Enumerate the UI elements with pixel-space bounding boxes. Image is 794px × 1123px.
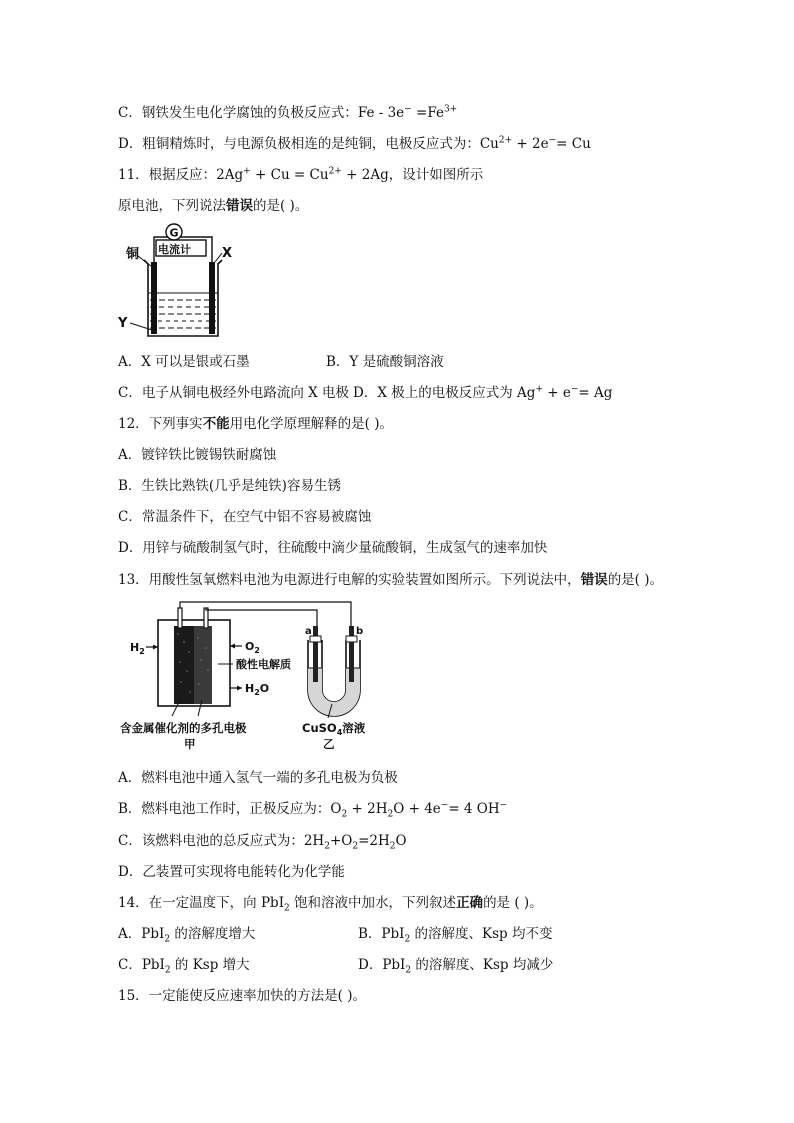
q10-option-d: D．粗铜精炼时，与电源负极相连的是纯铜，电极反应式为：$Cu^{2+} + 2e^-= Cu$: [118, 135, 591, 152]
q14-option-d: D．PbI$_2$ 的溶解度、Ksp 均减少: [358, 957, 554, 976]
q12-option-a: A．镀锌铁比镀锡铁耐腐蚀: [118, 447, 277, 463]
galvanometer-label: G: [169, 226, 179, 240]
q13-option-c: C．该燃料电池的总反应式为：$2H_2+O_2=2H_2O$: [118, 833, 407, 852]
q13-option-a: A．燃料电池中通入氢气一端的多孔电极为负极: [118, 770, 398, 786]
lead-left: [178, 608, 182, 628]
q11-option-a: A．X 可以是银或石墨: [118, 354, 250, 370]
q11-option-b: B．Y 是硫酸铜溶液: [326, 354, 444, 370]
q11-option-c: C．电子从铜电极经外电路流向 X 电极: [118, 385, 350, 401]
q12-option-d: D．用锌与硫酸制氢气时，往硫酸中滴少量硫酸铜，生成氢气的速率加快: [118, 540, 548, 556]
q11-galvanic-cell-figure: [116, 220, 236, 342]
cuso4-label: CuSO$_4$溶液: [302, 721, 366, 737]
electrode-label: 含金属催化剂的多孔电极: [120, 721, 247, 735]
q14-option-b: B．PbI$_2$ 的溶解度、Ksp 均不变: [358, 926, 553, 945]
q13-option-b: B．燃料电池工作时，正极反应为：$O_2 + 2H_2O + 4e^-= 4$ OH−: [118, 800, 508, 820]
q14-stem: 14．在一定温度下，向 PbI$_2$ 饱和溶液中加水，下列叙述正确的是 ( )。: [118, 895, 543, 914]
lead-right: [204, 608, 208, 628]
copper-pointer: [138, 256, 151, 266]
x-label: X: [222, 246, 233, 261]
jia-label: 甲: [184, 737, 196, 751]
q15-stem: 15．一定能使反应速率加快的方法是( )。: [118, 988, 367, 1004]
q12-option-b: B．生铁比熟铁(几乎是纯铁)容易生锈: [118, 478, 341, 494]
yi-label: 乙: [323, 737, 335, 751]
q11-option-d: D．X 极上的电极反应式为 Ag+ + e−= Ag: [353, 384, 613, 401]
q12-option-c: C．常温条件下，在空气中铝不容易被腐蚀: [118, 509, 372, 525]
y-label: Y: [118, 316, 128, 331]
h2o-arrowhead: [237, 686, 242, 691]
a-label: a: [305, 626, 312, 637]
b-label: b: [356, 626, 364, 637]
o2-label: $O_2$: [245, 640, 260, 655]
x-electrode: [209, 262, 215, 334]
u-tube-inner: [322, 640, 346, 702]
electrolyte-label: 酸性电解质: [236, 658, 291, 671]
solution-lines: [148, 293, 218, 328]
h2-label: $H_2$: [130, 641, 145, 656]
q14-option-c: C．PbI$_2$ 的 Ksp 增大: [118, 957, 250, 976]
q11-stem-line1: 11．根据反应：$2Ag^+ + Cu = Cu^{2+} + 2Ag$，设计如图所示: [118, 166, 484, 183]
q13-fuel-cell-figure: [118, 600, 378, 760]
porous-electrode-right: [194, 626, 212, 704]
copper-electrode: [151, 262, 157, 334]
electrode-b: [349, 626, 354, 682]
q13-option-d: D．乙装置可实现将电能转化为化学能: [118, 864, 345, 880]
q14-option-a: A．PbI$_2$ 的溶解度增大: [118, 926, 256, 945]
h2o-label: $H_2O$: [245, 682, 270, 697]
q12-stem: 12．下列事实不能用电化学原理解释的是( )。: [118, 416, 394, 432]
electrode-a: [313, 626, 318, 682]
q10-option-c: C．钢铁发生电化学腐蚀的负极反应式：$Fe - 3e^- =Fe^{3+}$: [118, 104, 458, 121]
meter-label: 电流计: [158, 243, 191, 256]
q13-stem: 13．用酸性氢氧燃料电池为电源进行电解的实验装置如图所示。下列说法中，错误的是( )。: [118, 572, 664, 588]
q11-stem-line2: 原电池，下列说法错误的是( )。: [118, 198, 309, 214]
porous-electrode-left: [174, 626, 194, 704]
copper-label: 铜: [126, 247, 140, 262]
